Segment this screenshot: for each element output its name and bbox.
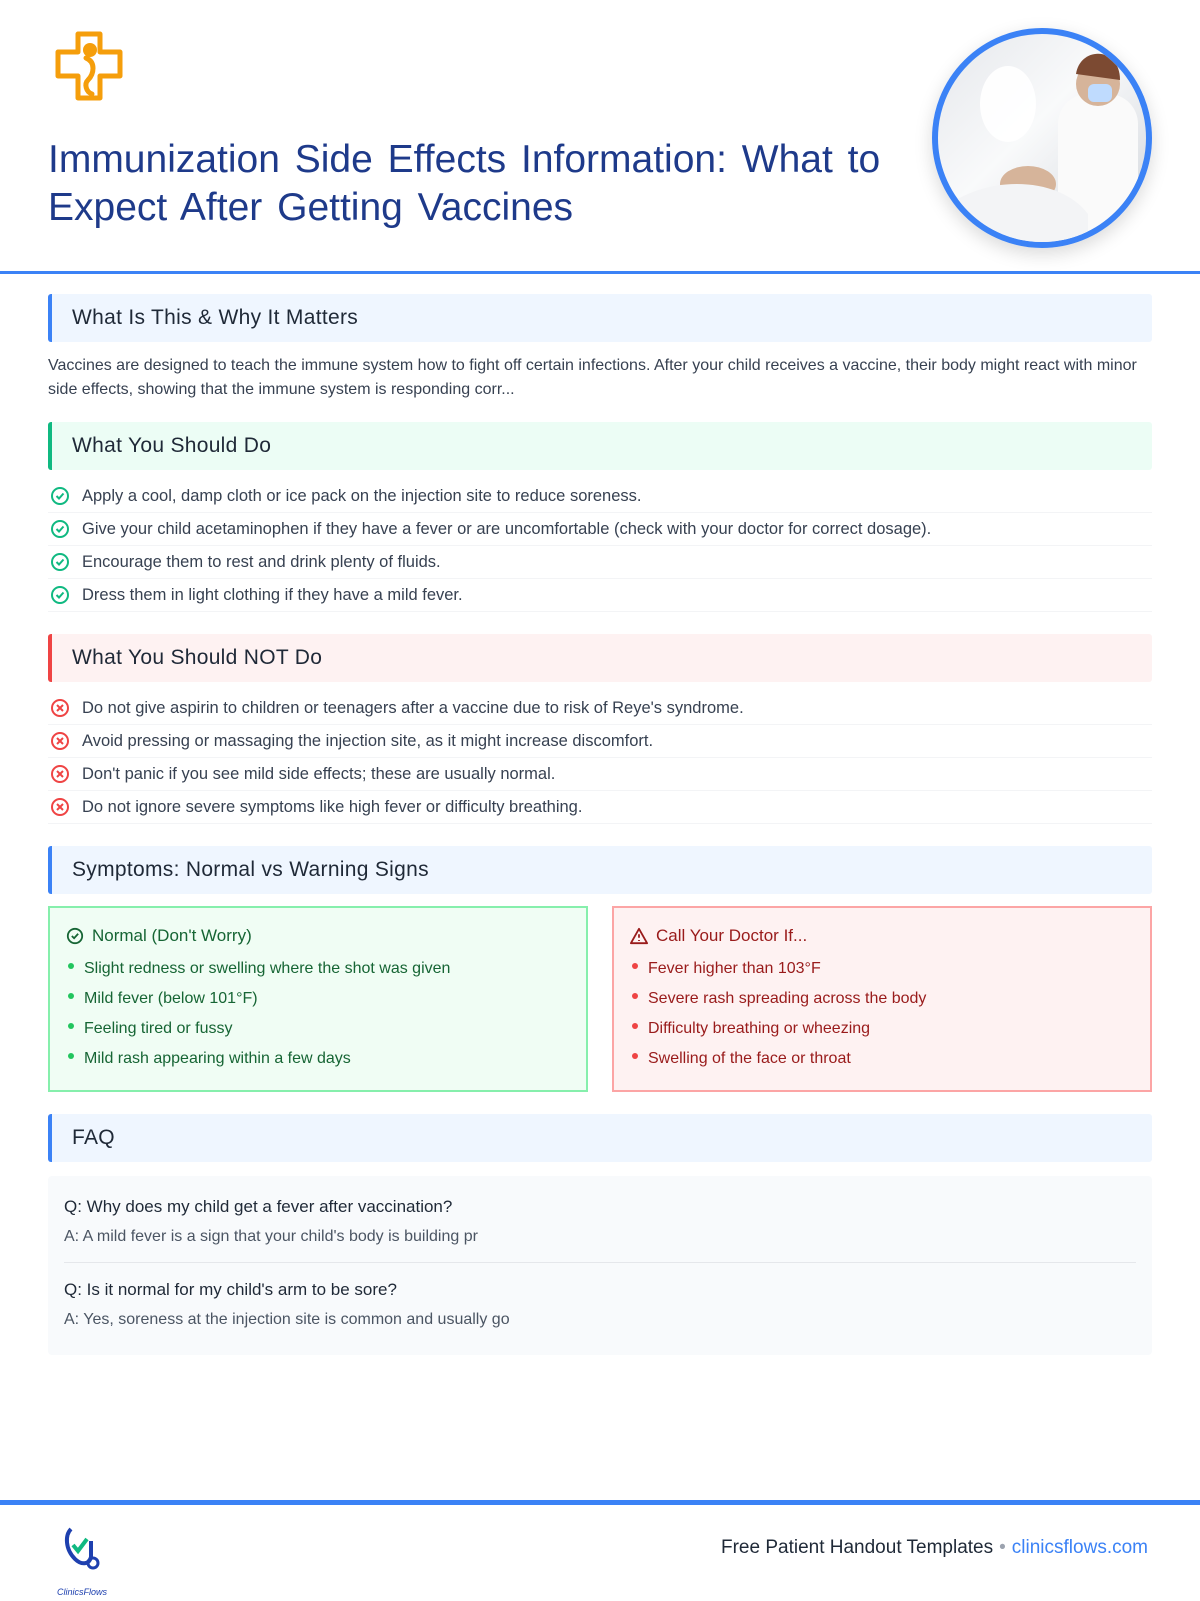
warning-box-title: Call Your Doctor If... <box>656 926 808 945</box>
list-item <box>48 480 1152 513</box>
list-item <box>48 579 1152 612</box>
footer-brand: ClinicsFlows <box>56 1587 107 1597</box>
list-item: Mild fever (below 101°F) <box>66 984 570 1014</box>
section-heading-faq: FAQ <box>48 1114 1152 1162</box>
list-item: Slight redness or swelling where the shot was given <box>66 954 570 984</box>
list-item: Difficulty breathing or wheezing <box>630 1014 1134 1044</box>
footer-link[interactable]: clinicsflows.com <box>1011 1537 1148 1558</box>
list-item <box>48 692 1152 725</box>
list-item <box>48 513 1152 546</box>
faq-question: Q: Is it normal for my child's arm to be sore? <box>64 1280 397 1299</box>
list-item <box>48 725 1152 758</box>
list-item <box>48 758 1152 791</box>
faq-question: Q: Why does my child get a fever after vaccination? <box>64 1197 453 1216</box>
list-item-text: Avoid pressing or massaging the injection site, as it might increase discomfort. <box>82 731 654 750</box>
section-heading-about: What Is This & Why It Matters <box>48 294 1152 342</box>
x-circle-icon <box>50 797 70 817</box>
check-circle-icon <box>50 486 70 506</box>
list-item-text: Do not give aspirin to children or teenagers after a vaccine due to risk of Reye's syndrome. <box>82 698 744 717</box>
footer-separator: • <box>999 1537 1006 1558</box>
list-item-text: Dress them in light clothing if they have a mild fever. <box>82 585 463 604</box>
footer-text <box>721 1537 1148 1559</box>
x-circle-icon <box>50 698 70 718</box>
footer-tagline: Free Patient Handout Templates <box>720 1537 994 1558</box>
x-circle-icon <box>50 764 70 784</box>
check-circle-icon <box>50 552 70 572</box>
list-item-text: Encourage them to rest and drink plenty of fluids. <box>82 552 441 571</box>
x-circle-icon <box>50 731 70 751</box>
list-item: Feeling tired or fussy <box>66 1014 570 1044</box>
faq-answer: A: Yes, soreness at the injection site is common and usually go <box>64 1311 510 1328</box>
faq-item <box>64 1192 1136 1262</box>
section-heading-dont: What You Should NOT Do <box>48 634 1152 682</box>
header <box>0 0 1200 274</box>
faq-item <box>64 1262 1136 1345</box>
warning-triangle-icon <box>630 927 648 945</box>
check-circle-icon <box>50 585 70 605</box>
list-item-text: Give your child acetaminophen if they have a fever or are uncomfortable (check with your doctor for correct dosage). <box>82 519 932 538</box>
list-item-text: Don't panic if you see mild side effects; these are usually normal. <box>82 764 556 783</box>
list-item: Severe rash spreading across the body <box>630 984 1134 1014</box>
do-list <box>48 480 1152 612</box>
medical-cross-child-icon <box>54 30 124 102</box>
normal-box-title: Normal (Don't Worry) <box>92 926 252 945</box>
warning-symptoms-box <box>612 906 1152 1092</box>
list-item: Fever higher than 103°F <box>630 954 1134 984</box>
section-heading-symptoms: Symptoms: Normal vs Warning Signs <box>48 846 1152 894</box>
list-item <box>48 546 1152 579</box>
symptom-boxes <box>48 906 1152 1092</box>
main-content <box>48 294 1152 1355</box>
check-circle-icon <box>50 519 70 539</box>
clinician-with-patient-photo <box>932 28 1152 248</box>
page-title: Immunization Side Effects Information: What to Expect After Getting Vaccines <box>48 138 881 229</box>
list-item-text: Do not ignore severe symptoms like high fever or difficulty breathing. <box>82 797 583 816</box>
list-item: Mild rash appearing within a few days <box>66 1044 570 1074</box>
list-item <box>48 791 1152 824</box>
about-paragraph: Vaccines are designed to teach the immune system how to fight off certain infections. After your child receives a vaccine, their body might react with minor side effects, showing that the immune system is responding corr... <box>48 357 1137 398</box>
clinicsflows-logo <box>50 1525 114 1601</box>
list-item: Swelling of the face or throat <box>630 1044 1134 1074</box>
list-item-text: Apply a cool, damp cloth or ice pack on the injection site to reduce soreness. <box>82 486 642 505</box>
footer <box>0 1500 1200 1600</box>
section-heading-do: What You Should Do <box>48 422 1152 470</box>
check-circle-icon <box>66 927 84 945</box>
faq-list <box>48 1176 1152 1355</box>
normal-symptoms-box <box>48 906 588 1092</box>
stethoscope-check-icon <box>57 1525 107 1577</box>
faq-answer: A: A mild fever is a sign that your child's body is building pr <box>64 1228 478 1245</box>
dont-list <box>48 692 1152 824</box>
